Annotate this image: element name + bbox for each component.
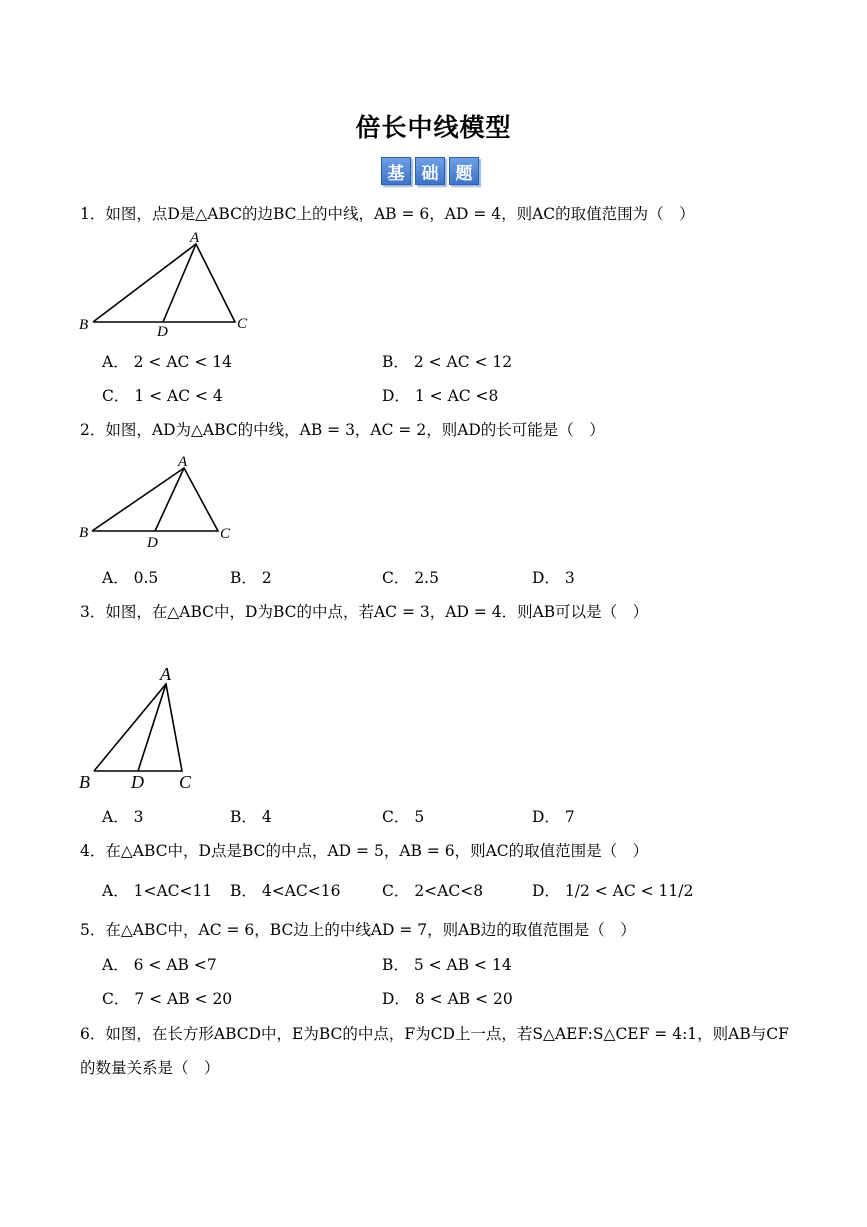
section-badge <box>381 157 479 185</box>
question-number: 6． <box>80 1025 106 1043</box>
badge-char: 题 <box>449 157 479 185</box>
option-b[interactable]: B． 4 <box>230 808 272 826</box>
question-4 <box>80 839 648 861</box>
triangle-figure-3 <box>75 660 215 795</box>
question-2 <box>80 418 605 440</box>
vertex-label-b: B <box>79 317 89 333</box>
vertex-label-c: C <box>220 526 231 542</box>
question-text: 如图，AD为△ABC的中线，AB = 3，AC = 2，则AD的长可能是（ ） <box>105 421 605 439</box>
question-number: 4． <box>80 842 106 860</box>
triangle-figure-1 <box>75 228 255 340</box>
option-a[interactable]: A． 1<AC<11 <box>102 882 213 900</box>
question-number: 5． <box>80 921 106 939</box>
vertex-label-a: A <box>160 664 171 684</box>
option-b[interactable]: B． 5 < AB < 14 <box>382 956 512 974</box>
option-b[interactable]: B． 2 < AC < 12 <box>382 353 513 371</box>
option-c[interactable]: C． 7 < AB < 20 <box>102 990 233 1008</box>
question-text: 在△ABC中，D点是BC的中点，AD = 5，AB = 6，则AC的取值范围是（ ） <box>105 842 649 860</box>
option-d[interactable]: D． 1 < AC <8 <box>382 387 499 405</box>
vertex-label-c: C <box>179 772 192 792</box>
option-b[interactable]: B． 2 <box>230 569 272 587</box>
badge-char: 基 <box>381 157 411 185</box>
vertex-label-b: B <box>79 772 90 792</box>
option-d[interactable]: D． 1/2 < AC < 11/2 <box>532 882 694 900</box>
question-number: 2． <box>80 421 106 439</box>
option-d[interactable]: D． 3 <box>532 569 575 587</box>
vertex-label-d: D <box>131 772 144 792</box>
vertex-label-b: B <box>79 525 89 541</box>
question-3 <box>80 600 648 622</box>
badge-char: 础 <box>415 157 445 185</box>
option-c[interactable]: C． 5 <box>382 808 425 826</box>
page-title: 倍长中线模型 <box>355 113 512 142</box>
vertex-label-a: A <box>178 454 188 470</box>
option-d[interactable]: D． 8 < AB < 20 <box>382 990 513 1008</box>
vertex-label-a: A <box>190 230 200 246</box>
question-6 <box>80 1022 789 1044</box>
vertex-label-d: D <box>157 324 168 340</box>
question-5 <box>80 918 636 940</box>
option-c[interactable]: C． 1 < AC < 4 <box>102 387 223 405</box>
option-c[interactable]: C． 2<AC<8 <box>382 882 484 900</box>
option-a[interactable]: A． 6 < AB <7 <box>102 956 217 974</box>
option-b[interactable]: B． 4<AC<16 <box>230 882 341 900</box>
option-a[interactable]: A． 2 < AC < 14 <box>102 353 232 371</box>
question-text: 如图，在长方形ABCD中，E为BC的中点，F为CD上一点，若S△AEF:S△CEF = 4:1，则AB与CF <box>105 1025 789 1043</box>
question-number: 1． <box>80 205 106 223</box>
question-text: 在△ABC中，AC = 6，BC边上的中线AD = 7，则AB边的取值范围是（ ） <box>105 921 636 939</box>
question-text: 如图，在△ABC中，D为BC的中点，若AC = 3，AD = 4．则AB可以是（ ） <box>105 603 649 621</box>
question-1 <box>80 202 695 224</box>
option-a[interactable]: A． 3 <box>102 808 144 826</box>
vertex-label-d: D <box>147 535 158 551</box>
question-number: 3． <box>80 603 106 621</box>
option-a[interactable]: A． 0.5 <box>102 569 159 587</box>
option-c[interactable]: C． 2.5 <box>382 569 439 587</box>
question-text: 如图，点D是△ABC的边BC上的中线，AB = 6，AD = 4，则AC的取值范围为（ ） <box>105 205 695 223</box>
triangle-figure-2 <box>75 452 245 552</box>
question-6-continued: 的数量关系是（ ） <box>80 1059 220 1077</box>
vertex-label-c: C <box>237 316 248 332</box>
option-d[interactable]: D． 7 <box>532 808 575 826</box>
